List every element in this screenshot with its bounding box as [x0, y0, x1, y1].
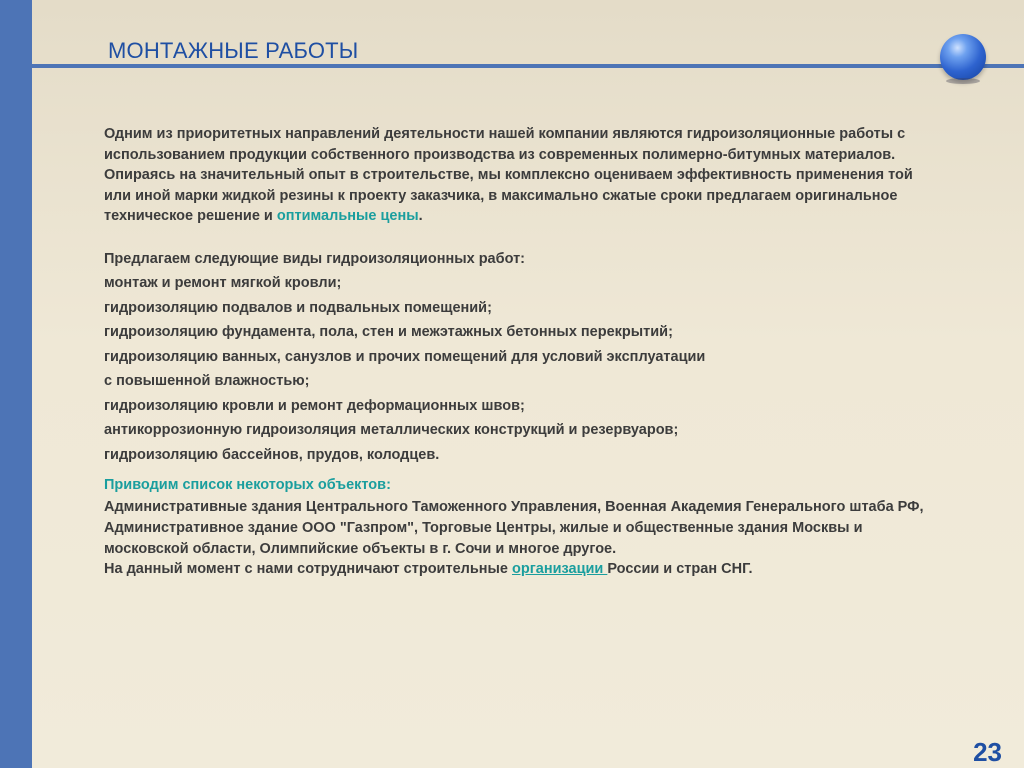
service-item: гидроизоляцию подвалов и подвальных помещений;: [104, 299, 492, 316]
service-item: гидроизоляцию фундамента, пола, стен и межэтажных бетонных перекрытий;: [104, 324, 673, 341]
optimal-prices-highlight: оптимальные цены: [276, 208, 419, 225]
title-divider: [32, 64, 1024, 68]
service-item: монтаж и ремонт мягкой кровли;: [104, 275, 342, 292]
slide-title: МОНТАЖНЫЕ РАБОТЫ: [108, 38, 359, 63]
left-accent-bar: [0, 0, 32, 768]
objects-list: Административные здания Центрального Таможенного Управления, Военная Академия Генерального штаба РФ, Административное здание ООО "Газпром", Торговые Центры, жилые и общественные здания Москвы и московской области, Олимпийские объекты в г. Сочи и многое другое.: [104, 499, 924, 557]
orb-shadow: [946, 78, 980, 84]
intro-text: Одним из приоритетных направлений деятельности нашей компании являются гидроизоляционные работы с использованием продукции собственного производства из современных полимерно-битумных материалов. Опираясь на значительный опыт в строительстве, мы комплексно оцениваем эффективность применения той или иной марки жидкой резины к проекту заказчика, в максимально сжатые сроки предлагаем оригинальное техническое решение и: [104, 126, 913, 225]
intro-paragraph: [104, 124, 934, 227]
objects-heading: Приводим список некоторых объектов:: [104, 477, 391, 494]
services-heading: Предлагаем следующие виды гидроизоляционных работ:: [104, 250, 525, 267]
service-item: гидроизоляцию бассейнов, прудов, колодцев.: [104, 446, 440, 463]
service-item: гидроизоляцию ванных, санузлов и прочих помещений для условий эксплуатации: [104, 348, 706, 365]
page-number: 23: [973, 737, 1002, 767]
partners-line: [104, 559, 934, 580]
blue-orb-icon: [940, 34, 986, 80]
partners-text-before: На данный момент с нами сотрудничают строительные: [104, 561, 512, 578]
partners-text-after: России и стран СНГ.: [607, 561, 753, 578]
slide-content: [104, 124, 934, 580]
service-item: антикоррозионную гидроизоляция металлических конструкций и резервуаров;: [104, 422, 679, 439]
service-item: с повышенной влажностью;: [104, 373, 310, 390]
organizations-link[interactable]: организации: [512, 561, 608, 578]
intro-end: .: [418, 208, 423, 225]
service-item: гидроизоляцию кровли и ремонт деформационных швов;: [104, 397, 525, 414]
